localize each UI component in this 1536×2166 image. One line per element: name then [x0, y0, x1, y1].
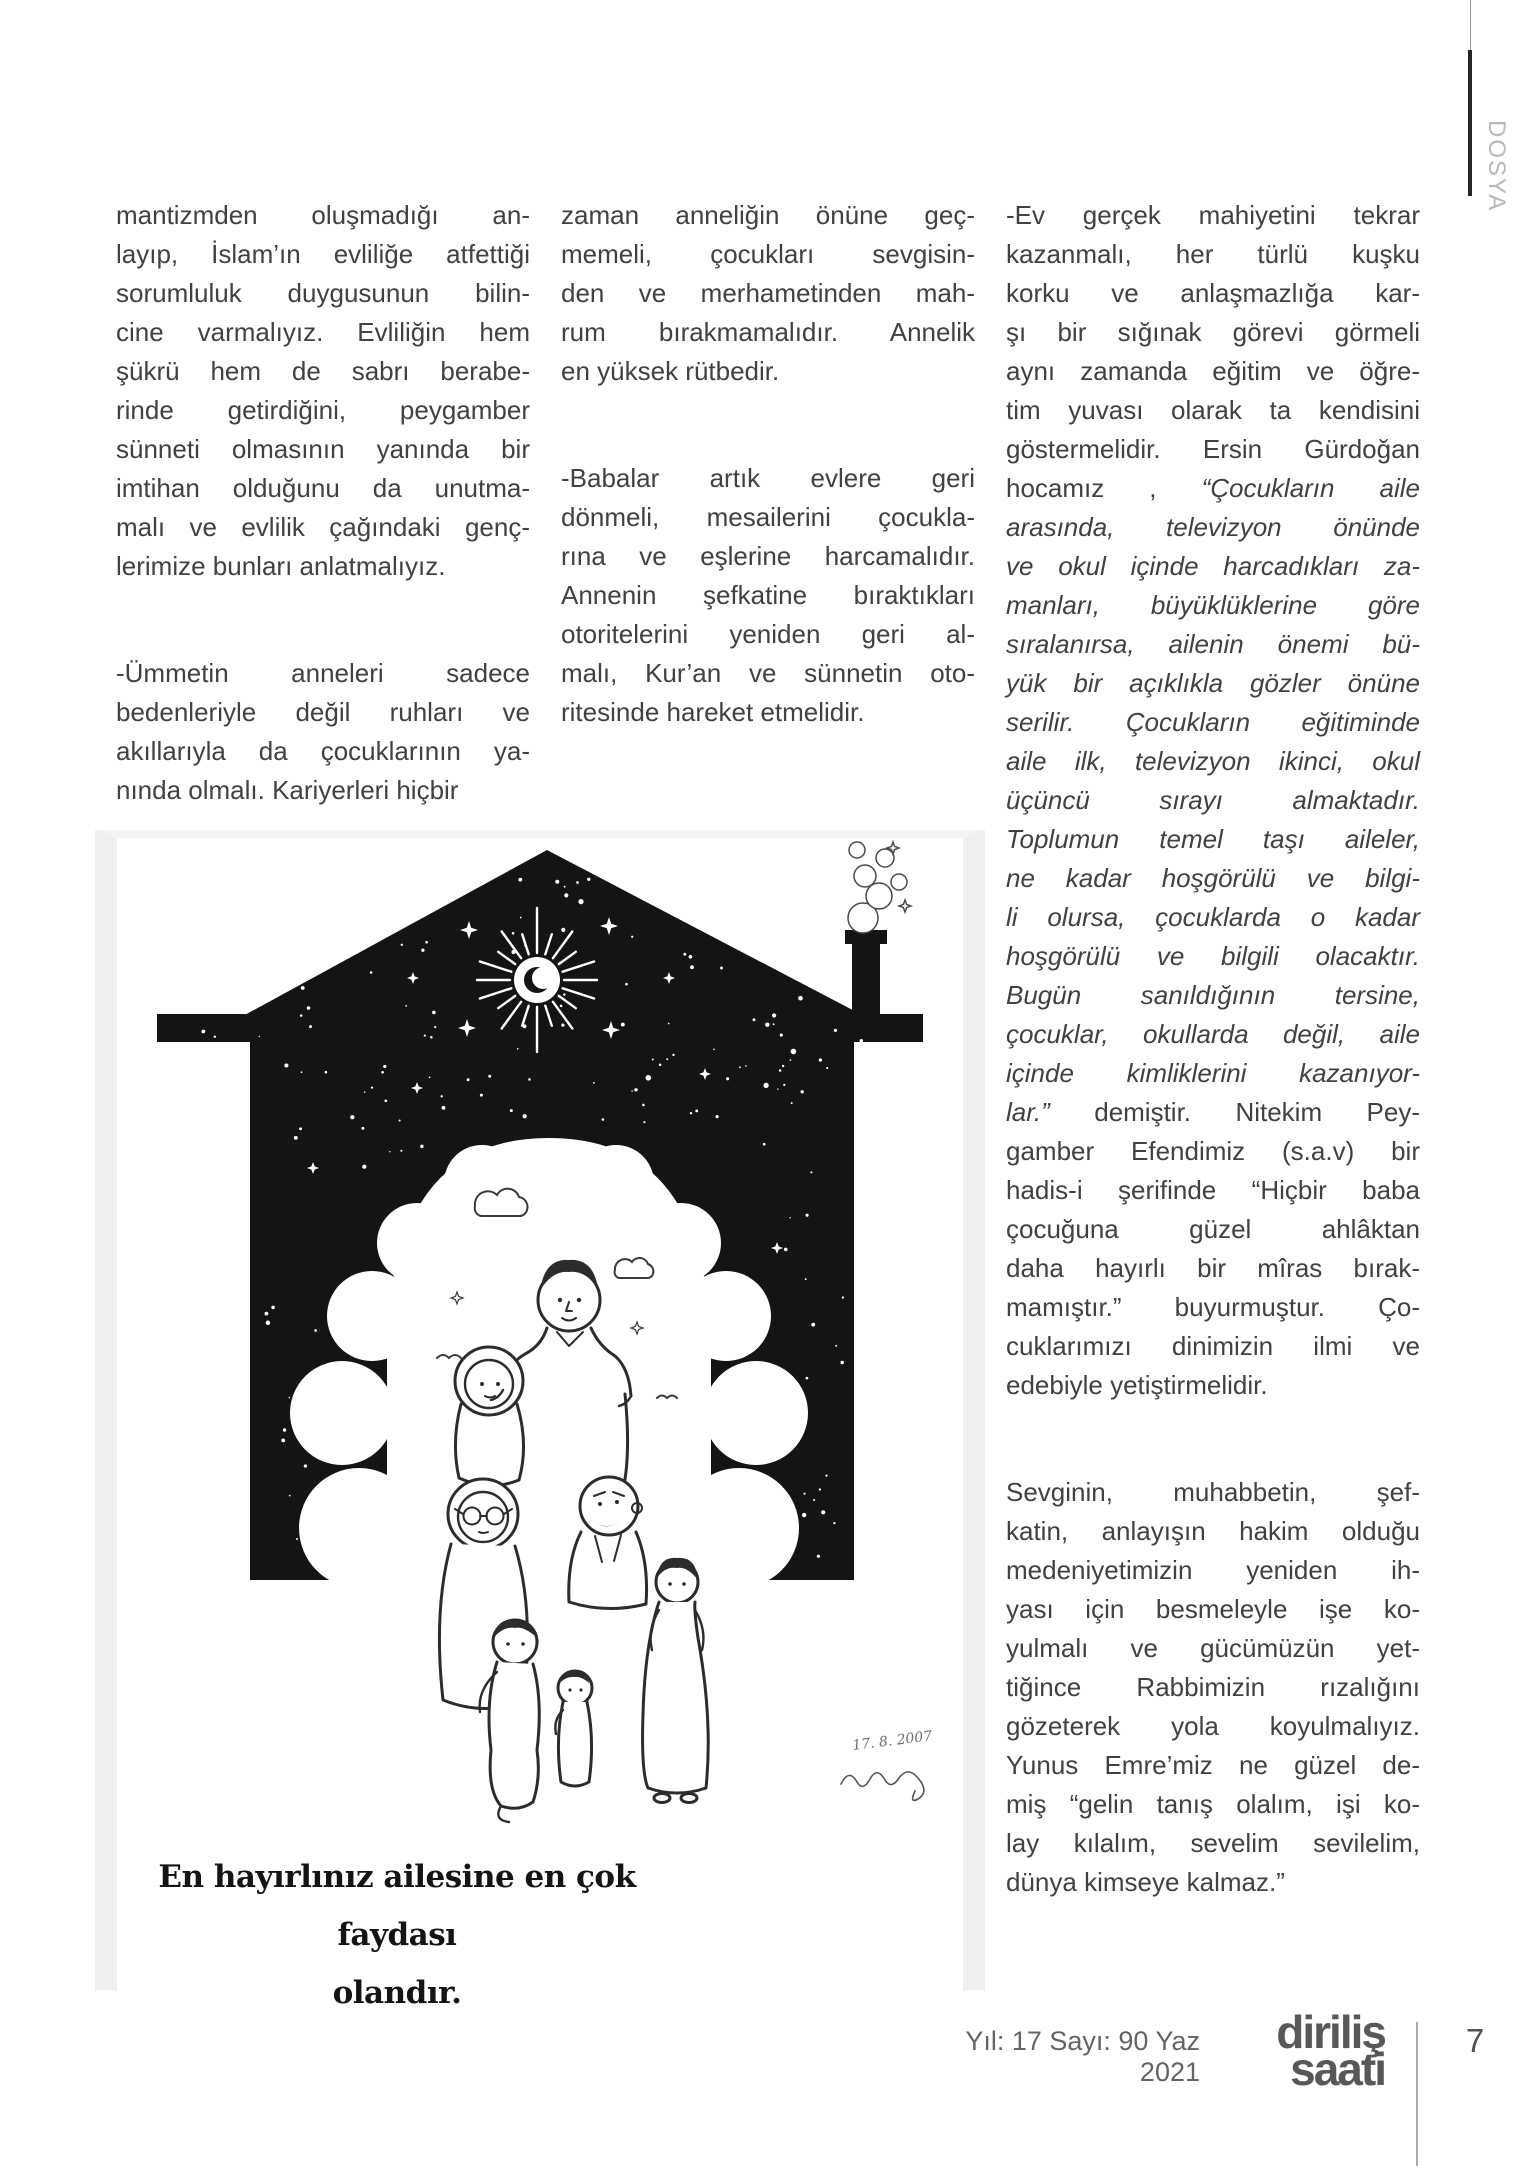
text-line: Sevginin, muhabbetin, şef-: [1006, 1477, 1420, 1507]
text-column-3: [1006, 196, 1420, 1902]
text-line: -Ev gerçek mahiyetini tekrar: [1006, 200, 1420, 230]
text-line: en yüksek rütbedir.: [561, 356, 780, 386]
text-line: cine varmalıyız. Evliliğin hem: [116, 317, 530, 347]
artwork-caption: [117, 1848, 677, 2022]
night-house-scene: [117, 838, 963, 1843]
text-line: sünneti olmasının yanında bir: [116, 434, 530, 464]
text-line: ne kadar hoşgörülü ve bilgi-: [1006, 863, 1420, 893]
text-line: aynı zamanda eğitim ve öğre-: [1006, 356, 1420, 386]
signature-date: 17. 8. 2007: [851, 1728, 934, 1754]
text-line: tim yuvası olarak ta kendisini: [1006, 395, 1420, 425]
text-line: ritesinde hareket etmelidir.: [561, 697, 865, 727]
paragraph: [116, 654, 530, 810]
text-column-2: [561, 196, 975, 732]
text-line: gözeterek yola koyulmalıyız.: [1006, 1711, 1420, 1741]
caption-line-1: En hayırlınız ailesine en çok faydası: [158, 1859, 636, 1953]
text-line: malı ve evlilik çağındaki genç-: [116, 512, 530, 542]
text-line: göstermelidir. Ersin Gürdoğan: [1006, 434, 1420, 464]
text-line: Toplumun temel taşı aileler,: [1006, 824, 1420, 854]
text-line: kazanmalı, her türlü kuşku: [1006, 239, 1420, 269]
text-line: üçüncü sırayı almaktadır.: [1006, 785, 1420, 815]
text-line: zaman anneliğin önüne geç-: [561, 200, 975, 230]
text-line: medeniyetimizin yeniden ih-: [1006, 1555, 1420, 1585]
text-line: bedenleriyle değil ruhları ve: [116, 697, 530, 727]
text-line: arasında, televizyon önünde: [1006, 512, 1420, 542]
paragraph: [116, 196, 530, 586]
text-column-1: [116, 196, 530, 810]
text-line: imtihan olduğunu da unutma-: [116, 473, 530, 503]
text-line: katin, anlayışın hakim olduğu: [1006, 1516, 1420, 1546]
text-line: hocamız , “Çocukların aile: [1006, 473, 1420, 503]
text-line: dönmeli, mesailerini çocukla-: [561, 502, 975, 532]
family-house-illustration: [95, 830, 985, 2011]
issue-info: Yıl: 17 Sayı: 90 Yaz 2021: [965, 2026, 1200, 2087]
text-line: lerimize bunları anlatmalıyız.: [116, 551, 446, 581]
text-line: malı, Kur’an ve sünnetin oto-: [561, 658, 975, 688]
text-line: şı bir sığınak görevi görmeli: [1006, 317, 1420, 347]
paragraph: [1006, 1473, 1420, 1902]
text-line: gamber Efendimiz (s.a.v) bir: [1006, 1136, 1420, 1166]
section-label: DOSYA: [1483, 120, 1510, 213]
text-line: dünya kimseye kalmaz.”: [1006, 1867, 1285, 1897]
text-line: rum bırakmamalıdır. Annelik: [561, 317, 975, 347]
magazine-logo: [1235, 2006, 1385, 2095]
text-line: cuklarımızı dinimizin ilmi ve: [1006, 1331, 1420, 1361]
logo-line-1: diriliş: [1276, 2006, 1385, 2058]
text-line: yası için besmeleyle işe ko-: [1006, 1594, 1420, 1624]
chimney-smoke: [848, 842, 911, 933]
chimney: [852, 938, 880, 1018]
text-line: Annenin şefkatine bıraktıkları: [561, 580, 975, 610]
text-line: aile ilk, televizyon ikinci, okul: [1006, 746, 1420, 776]
text-line: Bugün sanıldığının tersine,: [1006, 980, 1420, 1010]
section-rule-thick: [1468, 50, 1472, 196]
page-number: 7: [1465, 2022, 1485, 2059]
caption-line-2: olandır.: [332, 1975, 462, 2011]
text-line: li olursa, çocuklarda o kadar: [1006, 902, 1420, 932]
text-line: daha hayırlı bir mîras bırak-: [1006, 1253, 1420, 1283]
text-line: -Ümmetin anneleri sadece: [116, 658, 530, 688]
text-line: şükrü hem de sabrı berabe-: [116, 356, 530, 386]
text-line: layıp, İslam’ın evliliğe atfettiği: [116, 239, 530, 269]
text-line: rinde getirdiğini, peygamber: [116, 395, 530, 425]
text-line: mamıştır.” buyurmuştur. Ço-: [1006, 1292, 1420, 1322]
text-line: mantizmden oluşmadığı an-: [116, 200, 530, 230]
text-line: Yunus Emre’miz ne güzel de-: [1006, 1750, 1420, 1780]
text-line: lay kılalım, sevelim sevilelim,: [1006, 1828, 1420, 1858]
text-line: ve okul içinde harcadıkları za-: [1006, 551, 1420, 581]
section-rule-thin: [1470, 0, 1471, 50]
footer-divider: [1416, 2022, 1418, 2166]
text-line: -Babalar artık evlere geri: [561, 463, 975, 493]
text-line: korku ve anlaşmazlığa kar-: [1006, 278, 1420, 308]
text-line: otoritelerini yeniden geri al-: [561, 619, 975, 649]
text-line: hadis-i şerifinde “Hiçbir baba: [1006, 1175, 1420, 1205]
text-line: sıralanırsa, ailenin önemi bü-: [1006, 629, 1420, 659]
text-line: yük bir açıklıkla gözler önüne: [1006, 668, 1420, 698]
text-line: edebiyle yetiştirmelidir.: [1006, 1370, 1268, 1400]
text-line: serilir. Çocukların eğitiminde: [1006, 707, 1420, 737]
text-line: tiğince Rabbimizin rızalığını: [1006, 1672, 1420, 1702]
text-line: çocuğuna güzel ahlâktan: [1006, 1214, 1420, 1244]
paragraph: [561, 459, 975, 732]
text-line: miş “gelin tanış olalım, işi ko-: [1006, 1789, 1420, 1819]
text-line: içinde kimliklerini kazanıyor-: [1006, 1058, 1420, 1088]
text-line: akıllarıyla da çocuklarının ya-: [116, 736, 530, 766]
paragraph: [561, 196, 975, 391]
text-line: sorumluluk duygusunun bilin-: [116, 278, 530, 308]
text-line: lar.” demiştir. Nitekim Pey-: [1006, 1097, 1420, 1127]
paragraph: [1006, 196, 1420, 1405]
text-line: rına ve eşlerine harcamalıdır.: [561, 541, 975, 571]
text-line: nında olmalı. Kariyerleri hiçbir: [116, 775, 459, 805]
text-line: den ve merhametinden mah-: [561, 278, 975, 308]
logo-line-2: saati: [1290, 2043, 1385, 2095]
text-line: yulmalı ve gücümüzün yet-: [1006, 1633, 1420, 1663]
text-line: çocuklar, okullarda değil, aile: [1006, 1019, 1420, 1049]
text-line: hoşgörülü ve bilgili olacaktır.: [1006, 941, 1420, 971]
text-line: memeli, çocukları sevgisin-: [561, 239, 975, 269]
text-line: manları, büyüklüklerine göre: [1006, 590, 1420, 620]
